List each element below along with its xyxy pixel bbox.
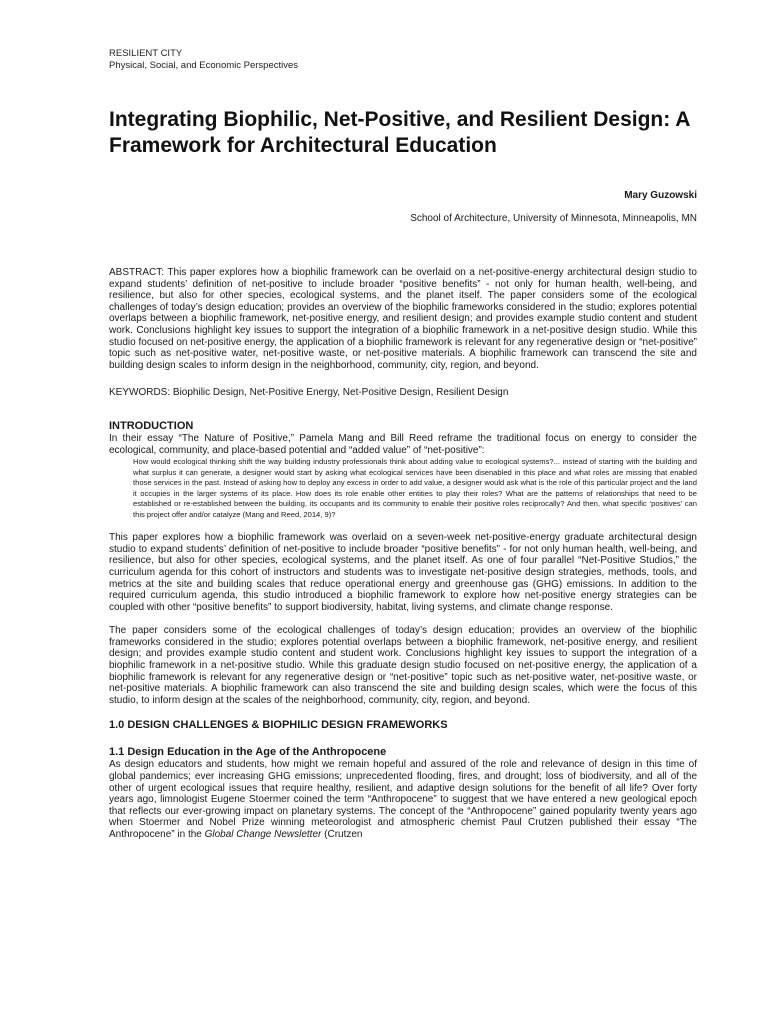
introduction-heading: INTRODUCTION xyxy=(109,419,194,432)
introduction-lead: In their essay “The Nature of Positive,” Pamela Mang and Bill Reed reframe the traditional focus on energy to consider the ecological, community, and place-based potential and “added value” of “net-positive”: xyxy=(109,432,697,456)
keywords: KEYWORDS: Biophilic Design, Net-Positive Energy, Net-Positive Design, Resilient Design xyxy=(109,387,509,399)
introduction-paragraph-2: The paper considers some of the ecological challenges of today’s design education; provides an overview of the biophilic frameworks considered in the studio; explores potential overlaps between a biophilic framework, net-positive energy, and resilient design; and provides example studio content and student work. Conclusions highlight key issues to support the integration of a biophilic framework in a net-positive studio. While this graduate design studio focused on net-positive energy, the application of a biophilic framework is relevant for any regenerative design or “net-positive” topic such as net-positive water, net-positive waste, or net-positive materials. A biophilic framework can also transcend the site and building design scales, which were the focus of this studio, to inform design at the scales of the neighborhood, community, city, region, and beyond. xyxy=(109,625,697,706)
section-body-tail: (Crutzen xyxy=(321,829,363,840)
author-name: Mary Guzowski xyxy=(624,190,697,201)
block-quote: How would ecological thinking shift the way building industry professionals think about adding value to ecological systems?... instead of starting with the building and what surplus it can generate, a designer would start by asking what ecological services have been disenabled in this place and what roles are missing that enabled those services in the past. Instead of asking how to deploy any excess in order to add value, a designer would ask what is the role of this particular project and the land it occupies in the larger systems of its place. How does its role enable other entities to play their roles? What are the patterns of relationships that need to be established or re-established between the building, its occupants and its community to enable their positive roles reciprocally? And then, what specific ‘positives’ can this project offer and/or catalyze (Mang and Reed, 2014, 9)? xyxy=(133,457,697,519)
paper-title: Integrating Biophilic, Net-Positive, and Resilient Design: A Framework for Architectural Education xyxy=(109,108,690,157)
subsection-heading: 1.1 Design Education in the Age of the Anthropocene xyxy=(109,746,387,759)
section-heading: 1.0 DESIGN CHALLENGES & BIOPHILIC DESIGN FRAMEWORKS xyxy=(109,719,448,732)
abstract: ABSTRACT: This paper explores how a biophilic framework can be overlaid on a net-positive-energy architectural design studio to expand students’ definition of net-positive to include broader “positive benefits” - not only for human health, well-being, and resilience, but also for other species, ecological systems, and the planet itself. The paper considers some of the ecological challenges of today’s design education; provides an overview of the biophilic frameworks considered in the studio; explores potential overlaps between a biophilic framework, net-positive energy, and resilient design; and provides example studio content and student work. Conclusions highlight key issues to support the integration of a biophilic framework in a net-positive design studio. While this studio focused on net-positive energy, the application of a biophilic framework is relevant for any regenerative design or “net-positive” topic such as net-positive water, net-positive waste, or net-positive materials. A biophilic framework can transcend the site and building design scales to inform design in the neighborhood, community, city, region, and beyond. xyxy=(109,267,697,371)
author-affiliation: School of Architecture, University of Minnesota, Minneapolis, MN xyxy=(410,213,697,224)
section-body xyxy=(109,759,697,840)
section-body-text: As design educators and students, how might we remain hopeful and assured of the role and relevance of design in this time of global pandemics; ever increasing GHG emissions; unprecedented flooding, fires, and drought; loss of biodiversity, and all of the other of urgent ecological issues that require healthy, resilient, and adaptive design solutions for the benefit of all life? Over forty years ago, limnologist Eugene Stoermer coined the term “Anthropocene” to suggest that we have entered a new geological epoch that reflects our ever-growing impact on planetary systems. The concept of the “Anthropocene” gained popularity twenty years ago when Stoermer and Nobel Prize winning meteorologist and atmospheric chemist Paul Crutzen published their essay “The Anthropocene” in the xyxy=(109,759,697,840)
introduction-paragraph-1: This paper explores how a biophilic framework was overlaid on a seven-week net-positive-energy graduate architectural design studio to expand students’ definition of net-positive to include broader “positive benefits” - for not only human health, well-being, and resilience, but also for other species, ecological systems, and the planet itself. As one of four parallel “Net-Positive Studios,” the curriculum agenda for this cohort of instructors and students was to investigate net-positive design strategies, methods, tools, and metrics at the site and building scales that reduce operational energy and greenhouse gas (GHG) emissions. In addition to the required curriculum agenda, this studio introduced a biophilic framework to explore how net-positive energy strategies can be coupled with other “positive benefits” to support biodiversity, habitat, living systems, and climate change response. xyxy=(109,532,697,613)
journal-name: RESILIENT CITY xyxy=(109,48,183,59)
running-header xyxy=(109,48,697,72)
journal-subtitle: Physical, Social, and Economic Perspectives xyxy=(109,60,299,71)
section-body-italic: Global Change Newsletter xyxy=(204,829,322,840)
